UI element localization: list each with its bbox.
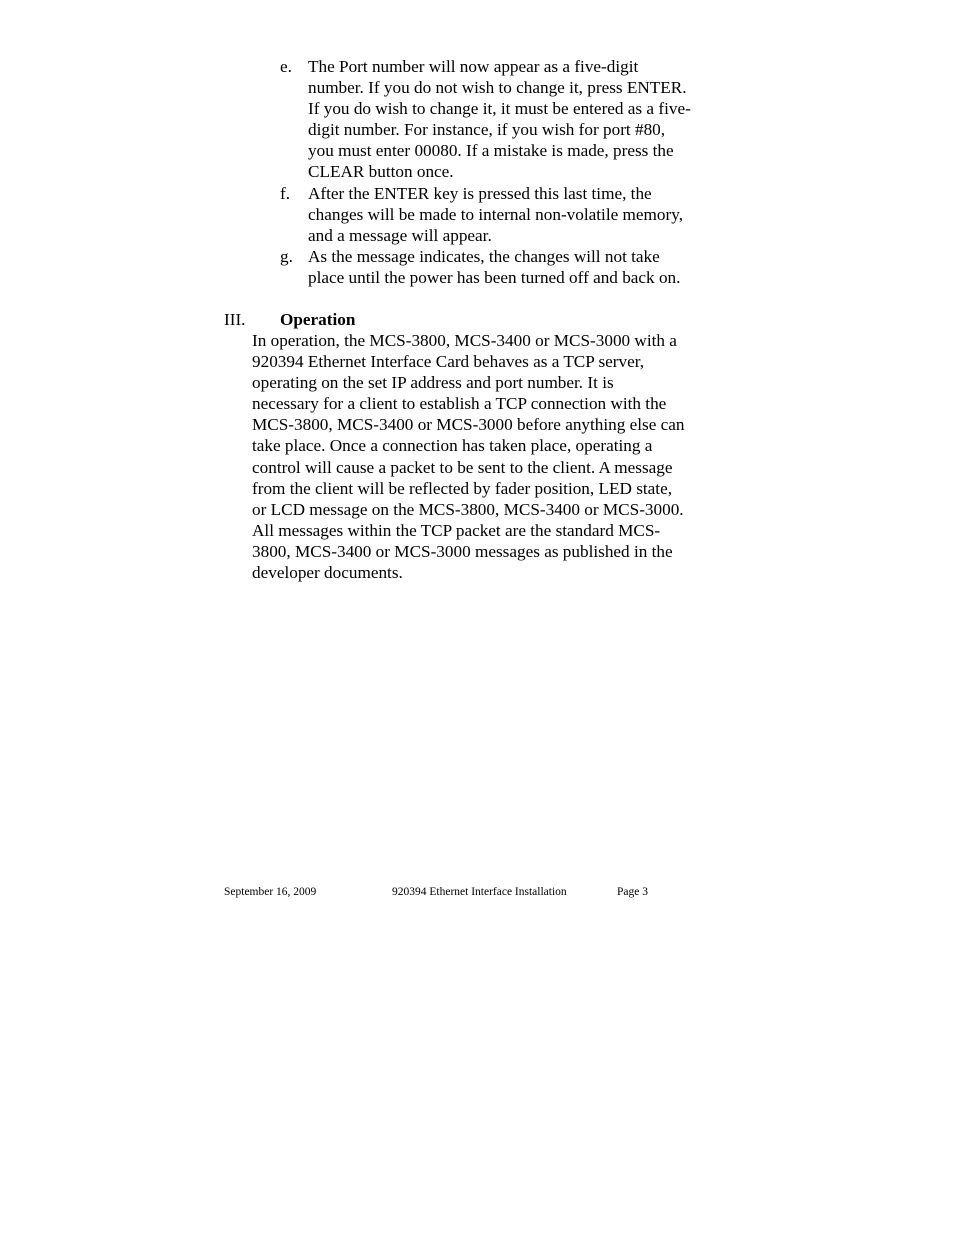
text-line: changes will be made to internal non-volatile memory, — [308, 205, 683, 225]
section-title: Operation — [280, 310, 356, 329]
text-line: As the message indicates, the changes will not take — [308, 247, 660, 266]
text-line: developer documents. — [252, 563, 403, 583]
text-line: take place. Once a connection has taken place, operating a — [252, 436, 653, 456]
footer-doc-title: 920394 Ethernet Interface Installation — [392, 886, 567, 898]
text-line: from the client will be reflected by fader position, LED state, — [252, 478, 672, 498]
text-line: necessary for a client to establish a TCP connection with the — [252, 394, 667, 414]
text-line: All messages within the TCP packet are the standard MCS- — [252, 520, 661, 540]
footer-page-number: Page 3 — [617, 886, 648, 898]
list-item-text — [308, 183, 748, 246]
list-marker: g. — [280, 247, 293, 266]
text-line: MCS-3800, MCS-3400 or MCS-3000 before anything else can — [252, 415, 685, 435]
text-line: The Port number will now appear as a five-digit — [308, 57, 639, 76]
text-line: operating on the set IP address and port number. It is — [252, 373, 614, 393]
text-line: CLEAR button once. — [308, 162, 454, 182]
text-line: digit number. For instance, if you wish for port #80, — [308, 120, 666, 140]
text-line: or LCD message on the MCS-3800, MCS-3400 or MCS-3000. — [252, 499, 684, 519]
text-line: number. If you do not wish to change it, press ENTER. — [308, 78, 687, 98]
list-marker: e. — [280, 57, 292, 76]
list-marker: f. — [280, 184, 291, 203]
text-line: In operation, the MCS-3800, MCS-3400 or MCS-3000 with a — [252, 331, 677, 350]
text-line: you must enter 00080. If a mistake is made, press the — [308, 141, 674, 161]
text-line: If you do wish to change it, it must be entered as a five- — [308, 99, 691, 119]
section-number: III. — [224, 310, 246, 329]
text-line: place until the power has been turned off and back on. — [308, 268, 681, 288]
text-line: 3800, MCS-3400 or MCS-3000 messages as published in the — [252, 541, 673, 561]
text-line: and a message will appear. — [308, 226, 492, 246]
text-line: After the ENTER key is pressed this last time, the — [308, 184, 652, 203]
footer-date: September 16, 2009 — [224, 886, 317, 898]
text-line: control will cause a packet to be sent to the client. A message — [252, 457, 673, 477]
list-item-text — [308, 56, 748, 183]
section-body — [252, 330, 685, 583]
text-line: 920394 Ethernet Interface Card behaves as a TCP server, — [252, 352, 645, 372]
list-item-text — [308, 246, 748, 288]
